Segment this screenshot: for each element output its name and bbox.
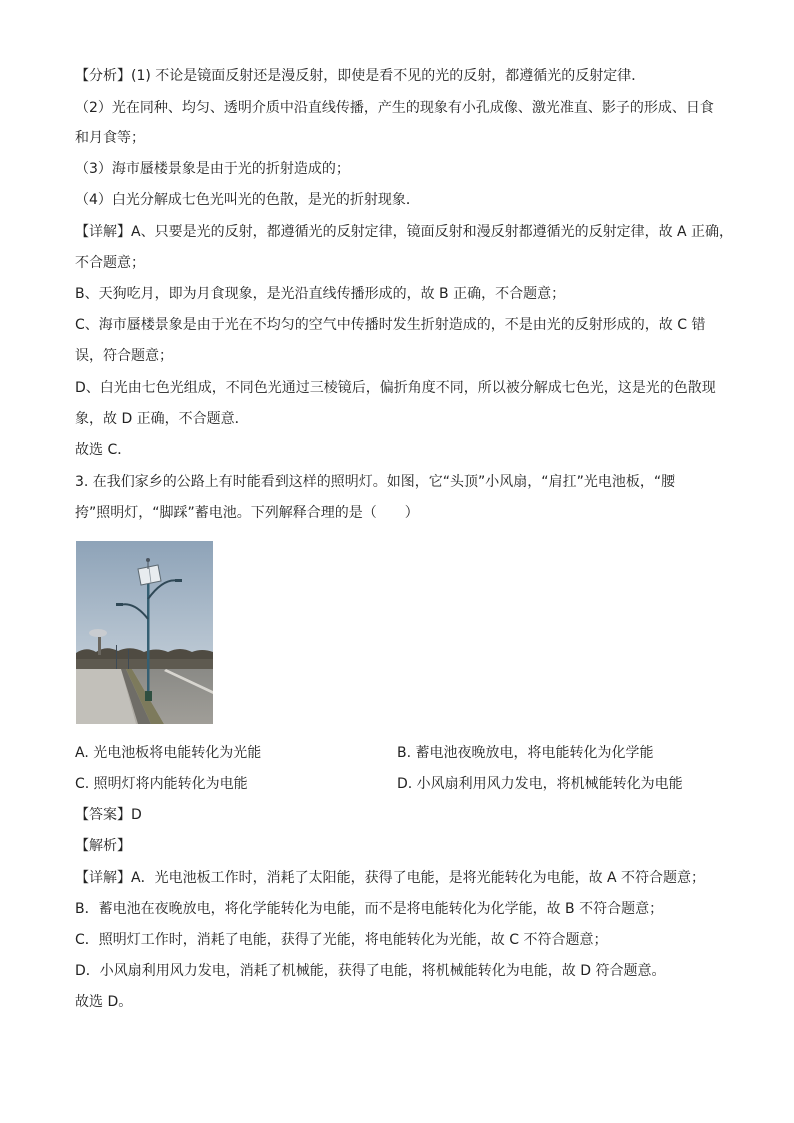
q3-detail-line-3: C．照明灯工作时，消耗了电能，获得了光能，将电能转化为光能，故 C 不符合题意； [75, 932, 608, 948]
detail-line-3: B、天狗吃月，即为月食现象，是光沿直线传播形成的，故 B 正确，不合题意； [75, 286, 566, 302]
option-c: C. 照明灯将内能转化为电能 [75, 776, 248, 792]
detail-line-6: D、白光由七色光组成，不同色光通过三棱镜后，偏折角度不同，所以被分解成七色光，这是光的色散现 [75, 380, 716, 396]
street-lamp-photo [76, 541, 213, 724]
detail-line-1: 【详解】A、只要是光的反射，都遵循光的反射定律，镜面反射和漫反射都遵循光的反射定律，故 A 正确， [75, 224, 734, 240]
option-a: A. 光电池板将电能转化为光能 [75, 745, 262, 761]
analysis-line-1: 【分析】(1) 不论是镜面反射还是漫反射，即使是看不见的光的反射，都遵循光的反射定律． [75, 68, 646, 84]
option-b: B. 蓄电池夜晚放电，将电能转化为化学能 [397, 745, 654, 761]
analysis-line-4: （3）海市蜃楼景象是由于光的折射造成的； [75, 161, 350, 177]
question-stem-line-2: 挎”照明灯，“脚踩”蓄电池。下列解释合理的是（ ） [75, 505, 419, 521]
detail-line-7: 象，故 D 正确，不合题意． [75, 411, 249, 427]
explanation-label: 【解析】 [75, 838, 131, 854]
q3-detail-line-2: B．蓄电池在夜晚放电，将化学能转化为电能，而不是将电能转化为化学能，故 B 不符合题意； [75, 901, 664, 917]
analysis-line-5: （4）白光分解成七色光叫光的色散，是光的折射现象． [75, 192, 420, 208]
detail-line-2: 不合题意； [75, 255, 145, 271]
detail-line-5: 误，符合题意； [75, 348, 173, 364]
q3-detail-line-4: D．小风扇利用风力发电，消耗了机械能，获得了电能，将机械能转化为电能，故 D 符合题意。 [75, 963, 666, 979]
analysis-line-3: 和月食等； [75, 130, 145, 146]
analysis-line-2: （2）光在同种、均匀、透明介质中沿直线传播，产生的现象有小孔成像、激光准直、影子的形成、日食 [75, 100, 714, 116]
q3-detail-line-1: 【详解】A．光电池板工作时，消耗了太阳能，获得了电能，是将光能转化为电能，故 A 不符合题意； [75, 870, 706, 886]
q3-conclusion-line: 故选 D。 [75, 994, 133, 1010]
answer-line: 【答案】D [75, 807, 142, 823]
option-d: D. 小风扇利用风力发电，将机械能转化为电能 [397, 776, 683, 792]
question-stem-line-1: 3. 在我们家乡的公路上有时能看到这样的照明灯。如图，它“头顶”小风扇，“肩扛”光电池板，“腰 [75, 474, 676, 490]
conclusion-line: 故选 C． [75, 442, 132, 458]
detail-line-4: C、海市蜃楼景象是由于光在不均匀的空气中传播时发生折射造成的，不是由光的反射形成的，故 C 错 [75, 317, 706, 333]
